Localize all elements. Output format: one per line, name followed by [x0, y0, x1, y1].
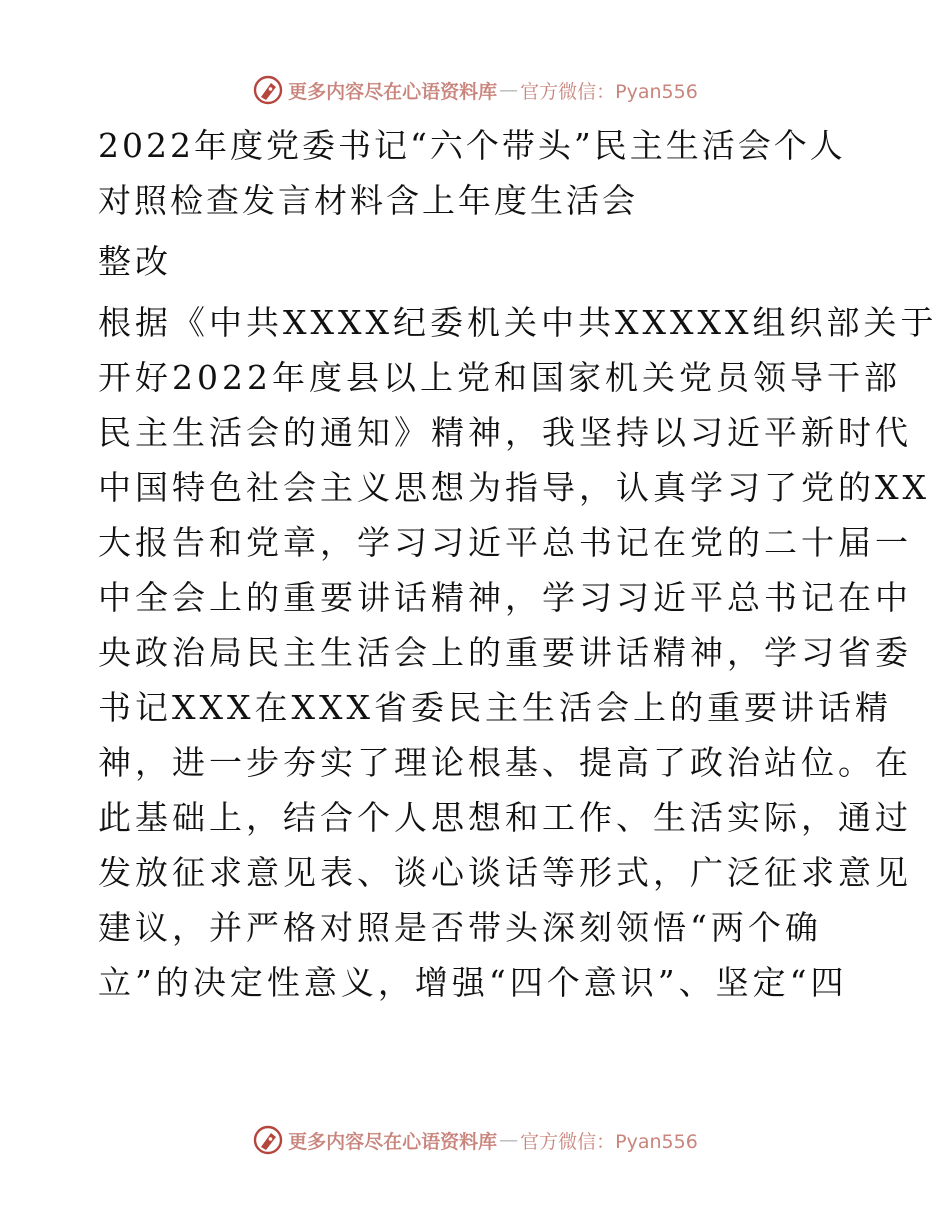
body-line: 中全会上的重要讲话精神，学习习近平总书记在中	[98, 578, 912, 617]
body-line: 发放征求意见表、谈心谈话等形式，广泛征求意见	[98, 853, 912, 892]
body-line: 此基础上，结合个人思想和工作、生活实际，通过	[98, 798, 912, 837]
banner-site-text: 更多内容尽在心语资料库	[288, 80, 498, 103]
body-line: 书记XXX在XXX省委民主生活会上的重要讲话精	[98, 688, 892, 727]
footer-watermark-banner	[0, 1120, 950, 1160]
body-line: 大报告和党章，学习习近平总书记在党的二十届一	[98, 523, 912, 562]
body-line: 根据《中共XXXX纪委机关中共XXXXX组织部关于	[98, 303, 938, 342]
body-line: 央政治局民主生活会上的重要讲话精神，学习省委	[98, 633, 912, 672]
pen-nib-circle-icon	[252, 1124, 284, 1156]
pen-nib-circle-icon	[252, 74, 284, 106]
body-line: 神，进一步夯实了理论根基、提高了政治站位。在	[98, 743, 912, 782]
body-line: 开好2022年度县以上党和国家机关党员领导干部	[98, 358, 901, 397]
banner-site-text: 更多内容尽在心语资料库	[288, 1130, 498, 1153]
banner-wechat-text: 官方微信：Pyan556	[520, 80, 698, 103]
body-line: 民主生活会的通知》精神，我坚持以习近平新时代	[98, 413, 912, 452]
banner-separator: —	[499, 79, 519, 101]
document-content	[98, 118, 938, 1010]
body-line: 中国特色社会主义思想为指导，认真学习了党的XX	[98, 468, 930, 507]
document-subtitle: 整改	[98, 242, 172, 281]
body-line: 建议，并严格对照是否带头深刻领悟“两个确	[98, 908, 822, 947]
document-title-line-1: 2022年度党委书记“六个带头”民主生活会个人	[98, 126, 846, 165]
document-title-line-2: 对照检查发言材料含上年度生活会	[98, 181, 638, 220]
header-watermark-banner	[0, 70, 950, 110]
banner-separator: —	[499, 1129, 519, 1151]
banner-wechat-text: 官方微信：Pyan556	[520, 1130, 698, 1153]
body-line: 立”的决定性意义，增强“四个意识”、坚定“四	[98, 963, 848, 1002]
